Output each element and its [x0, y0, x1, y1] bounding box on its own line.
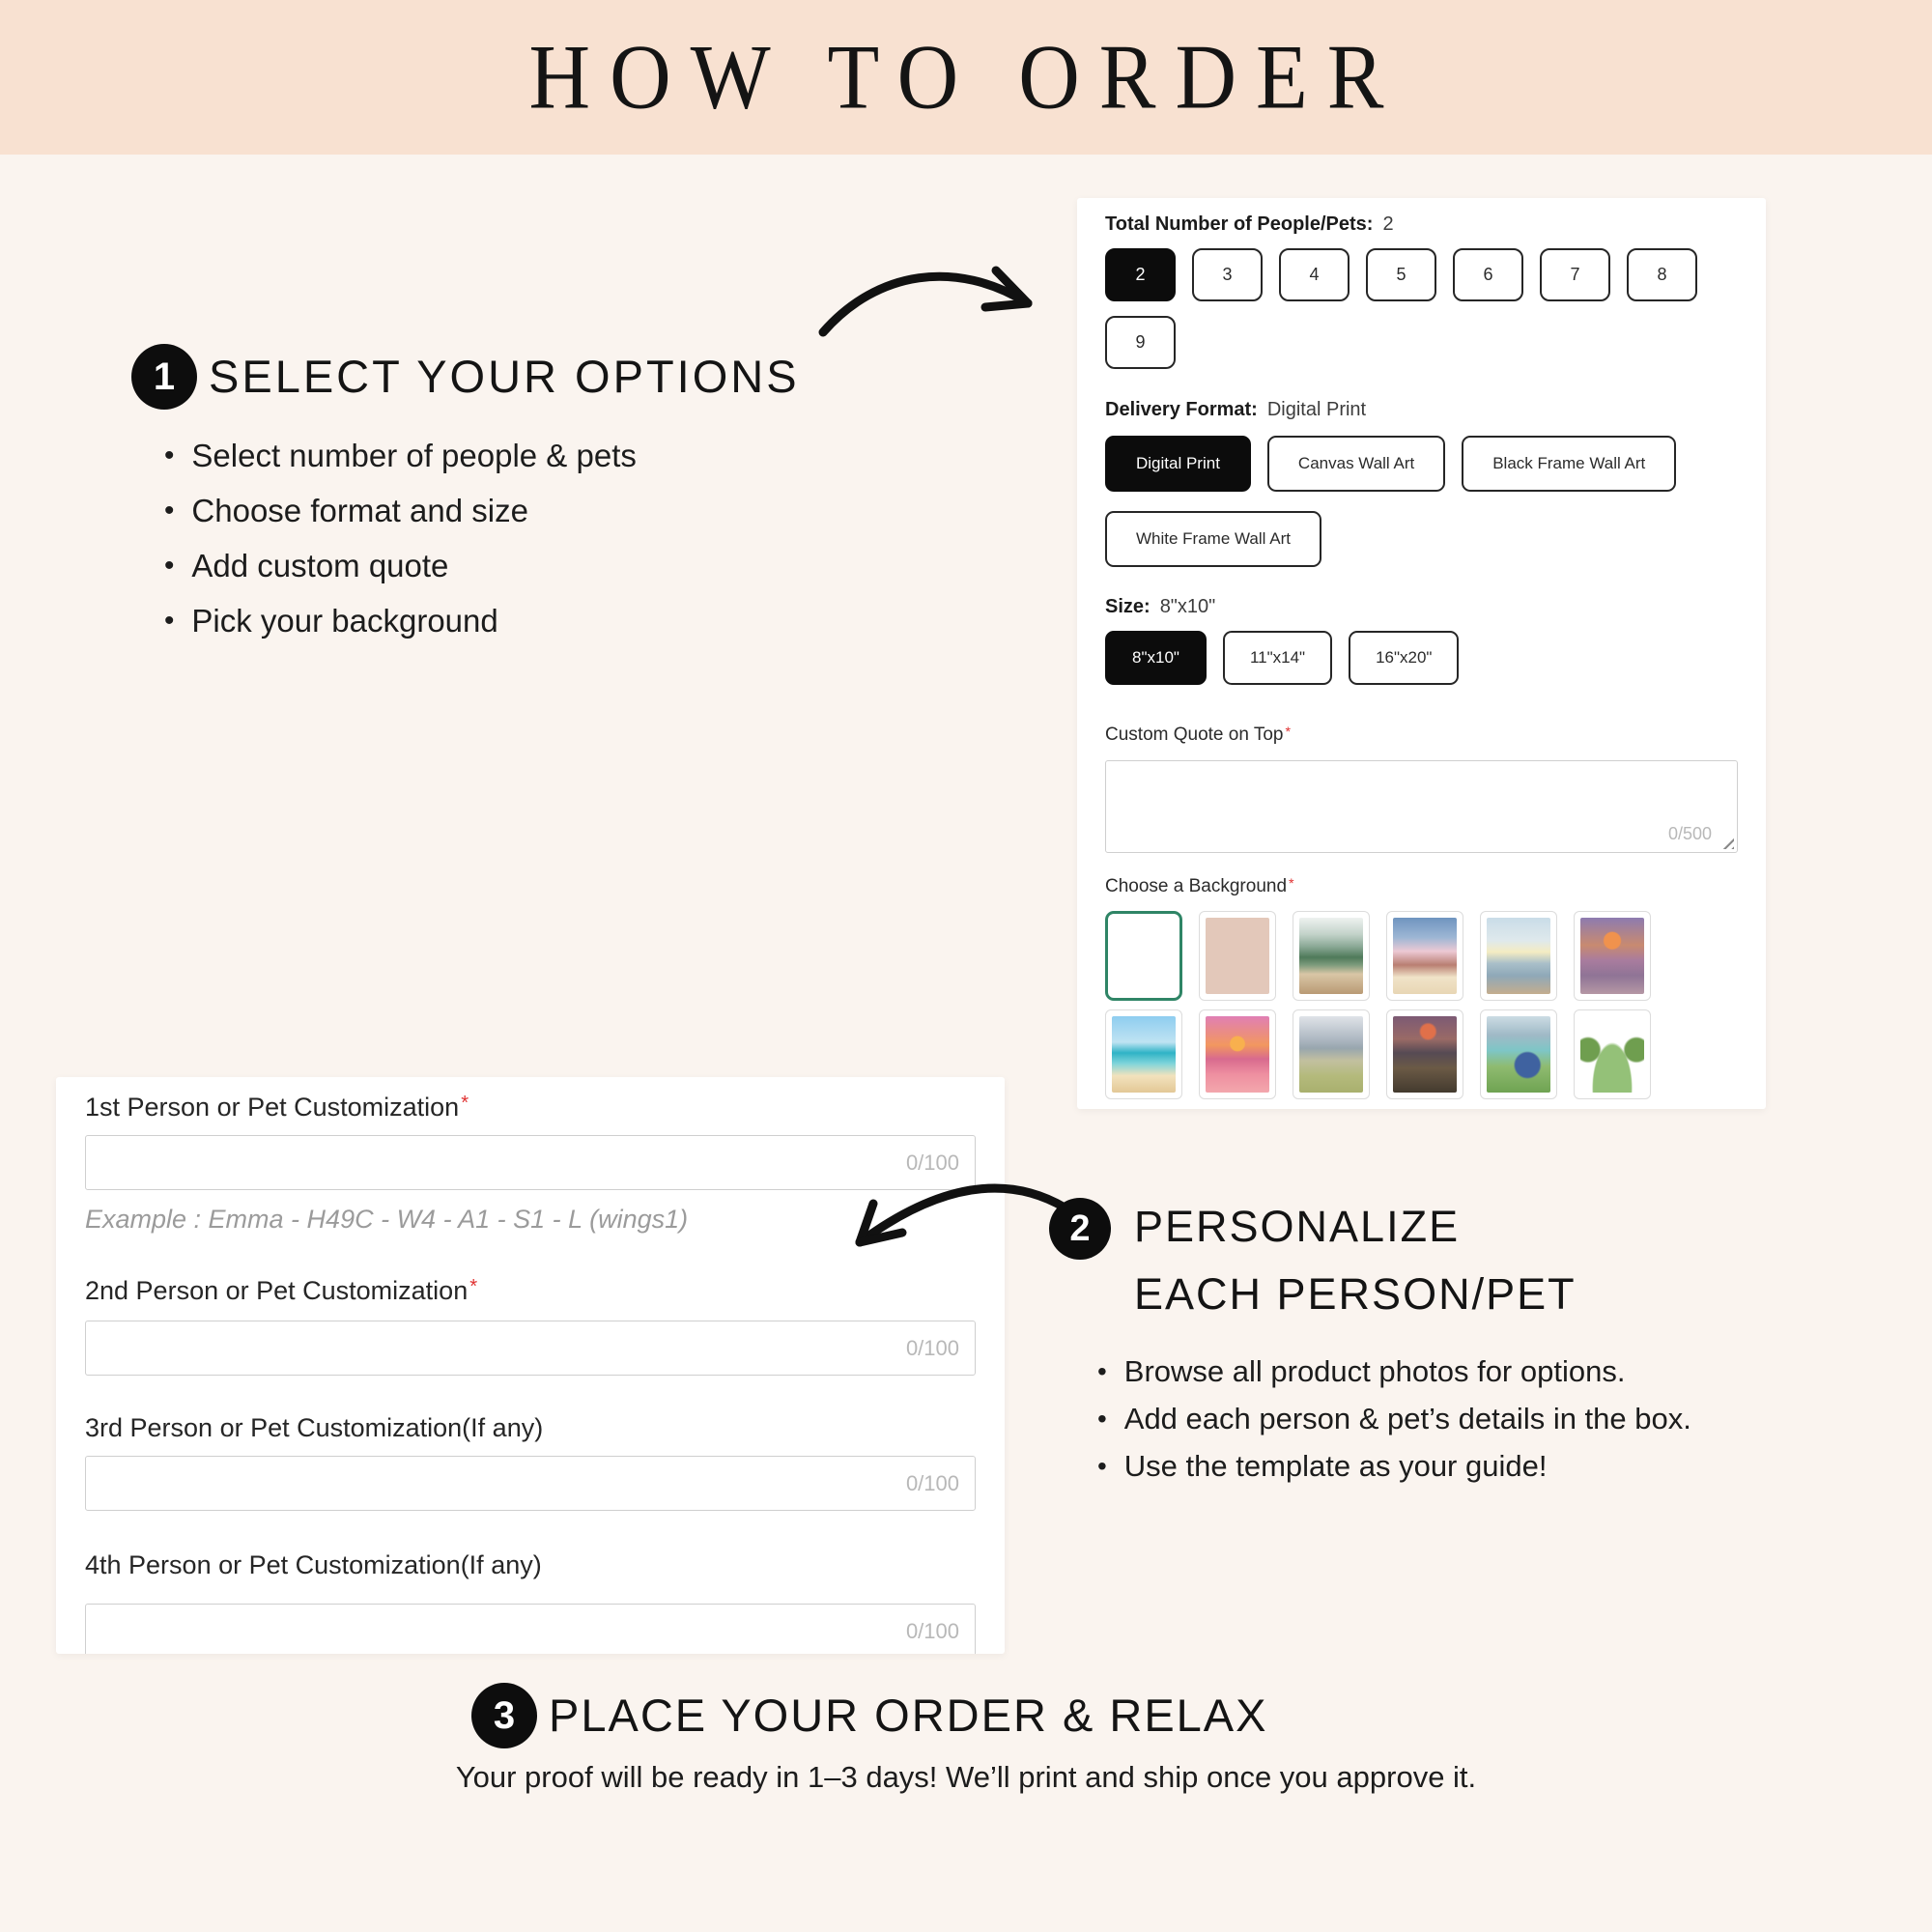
- background-options-row2: [1105, 1009, 1651, 1099]
- background-option-forest-mountain-path[interactable]: [1293, 911, 1370, 1001]
- format-button-black-frame-wall-art[interactable]: Black Frame Wall Art: [1462, 436, 1676, 492]
- size-button-8x10[interactable]: 8"x10": [1105, 631, 1207, 685]
- people-count-label: Total Number of People/Pets: 2: [1105, 213, 1394, 235]
- step1-bullet: • Choose format and size: [164, 490, 637, 532]
- background-art: [1299, 918, 1363, 994]
- background-option-beach-sunset-pink[interactable]: [1199, 1009, 1276, 1099]
- char-counter-2: 0/100: [905, 1335, 959, 1360]
- background-art: [1393, 918, 1457, 994]
- background-option-pink-cliff-canyon[interactable]: [1386, 911, 1463, 1001]
- background-option-lake-dock-morning[interactable]: [1480, 911, 1557, 1001]
- person3-customization-input[interactable]: [98, 1457, 859, 1510]
- background-art: [1580, 918, 1644, 994]
- size-value: 8"x10": [1159, 596, 1216, 617]
- resize-grip-icon[interactable]: [1721, 837, 1734, 849]
- custom-quote-label: Custom Quote on Top *: [1105, 724, 1292, 745]
- people-count-button-5[interactable]: 5: [1366, 248, 1436, 301]
- background-art: [1299, 1016, 1363, 1093]
- background-option-mountain-lake-reflection[interactable]: [1293, 1009, 1370, 1099]
- background-option-dark-sunset-mountains[interactable]: [1386, 1009, 1463, 1099]
- format-button-digital-print[interactable]: Digital Print: [1105, 436, 1251, 492]
- choose-background-label: Choose a Background *: [1105, 876, 1294, 896]
- background-art: [1487, 918, 1550, 994]
- background-art: [1487, 1016, 1550, 1093]
- step1-title: SELECT YOUR OPTIONS: [209, 351, 800, 402]
- header-band: [0, 0, 1932, 155]
- page-title: HOW TO ORDER: [528, 26, 1404, 128]
- background-art: [1206, 918, 1269, 994]
- background-option-blush-solid[interactable]: [1199, 911, 1276, 1001]
- field-label-1: 1st Person or Pet Customization*: [85, 1093, 469, 1122]
- background-option-plain-white[interactable]: [1105, 911, 1182, 1001]
- delivery-format-value: Digital Print: [1266, 399, 1367, 420]
- required-asterisk: *: [469, 1276, 478, 1297]
- field-input-box-3: [85, 1456, 976, 1511]
- background-art: [1112, 1016, 1176, 1093]
- step1-bullet-list: [164, 435, 637, 655]
- delivery-format-options-row1: [1105, 436, 1676, 492]
- delivery-format-label: Delivery Format: Digital Print: [1105, 399, 1367, 420]
- field-label-3: 3rd Person or Pet Customization(If any): [85, 1413, 544, 1442]
- background-options-row1: [1105, 911, 1651, 1001]
- step3-subtitle: Your proof will be ready in 1–3 days! We’ll print and ship once you approve it.: [455, 1760, 1477, 1794]
- delivery-format-options-row2: [1105, 511, 1321, 567]
- background-art: [1206, 1016, 1269, 1093]
- background-option-sunset-dock-purple[interactable]: [1574, 911, 1651, 1001]
- step1-bullet: • Select number of people & pets: [164, 435, 637, 477]
- people-count-button-8[interactable]: 8: [1627, 248, 1697, 301]
- field-input-box-2: [85, 1321, 976, 1376]
- custom-quote-textarea[interactable]: [1114, 765, 1650, 848]
- people-count-options-row1: [1105, 248, 1697, 301]
- format-button-canvas-wall-art[interactable]: Canvas Wall Art: [1267, 436, 1445, 492]
- person4-customization-input[interactable]: [98, 1605, 859, 1654]
- step3-badge: 3: [471, 1683, 537, 1748]
- background-art: [1393, 1016, 1457, 1093]
- char-counter-4: 0/100: [905, 1618, 959, 1643]
- step1-bullet: • Pick your background: [164, 600, 637, 642]
- step1-badge: 1: [131, 344, 197, 410]
- size-options-row: [1105, 631, 1459, 685]
- required-asterisk: *: [1289, 876, 1294, 892]
- background-option-beach-day[interactable]: [1105, 1009, 1182, 1099]
- required-asterisk: *: [461, 1093, 469, 1114]
- background-option-tree-lined-meadow[interactable]: [1574, 1009, 1651, 1099]
- curved-arrow-left-icon: [823, 1179, 1076, 1275]
- people-count-button-4[interactable]: 4: [1279, 248, 1350, 301]
- background-option-lakeside-camping-tent[interactable]: [1480, 1009, 1557, 1099]
- char-counter-3: 0/100: [905, 1470, 959, 1495]
- personalization-form-panel: [56, 1077, 1005, 1654]
- size-button-16x20[interactable]: 16"x20": [1349, 631, 1459, 685]
- people-count-button-6[interactable]: 6: [1453, 248, 1523, 301]
- step2-title-line2: EACH PERSON/PET: [1134, 1269, 1577, 1319]
- product-options-panel: [1077, 198, 1766, 1109]
- step3-title: PLACE YOUR ORDER & RELAX: [549, 1690, 1268, 1741]
- curved-arrow-right-icon: [810, 249, 1056, 355]
- format-button-white-frame-wall-art[interactable]: White Frame Wall Art: [1105, 511, 1321, 567]
- person2-customization-input[interactable]: [98, 1321, 859, 1375]
- customization-example-hint: Example : Emma - H49C - W4 - A1 - S1 - L (wings1): [85, 1205, 689, 1234]
- person1-customization-input[interactable]: [98, 1136, 859, 1189]
- people-count-value: 2: [1382, 213, 1394, 235]
- people-count-button-2[interactable]: 2: [1105, 248, 1176, 301]
- background-art: [1580, 1016, 1644, 1093]
- field-label-4: 4th Person or Pet Customization(If any): [85, 1550, 542, 1579]
- people-count-button-9[interactable]: 9: [1105, 316, 1176, 369]
- step2-bullet: • Add each person & pet’s details in the box.: [1097, 1400, 1691, 1438]
- size-button-11x14[interactable]: 11"x14": [1223, 631, 1332, 685]
- step2-badge: 2: [1049, 1198, 1111, 1260]
- step2-bullet: • Use the template as your guide!: [1097, 1447, 1691, 1486]
- step2-bullet: • Browse all product photos for options.: [1097, 1352, 1691, 1391]
- size-label: Size: 8"x10": [1105, 596, 1216, 617]
- step2-bullet-list: [1097, 1352, 1691, 1494]
- people-count-button-3[interactable]: 3: [1192, 248, 1263, 301]
- quote-char-counter: 0/500: [1667, 824, 1712, 843]
- required-asterisk: *: [1285, 724, 1292, 740]
- people-count-button-7[interactable]: 7: [1540, 248, 1610, 301]
- people-count-options-row2: [1105, 316, 1176, 369]
- field-label-2: 2nd Person or Pet Customization*: [85, 1276, 478, 1305]
- step1-bullet: • Add custom quote: [164, 545, 637, 587]
- field-input-box-4: [85, 1604, 976, 1654]
- custom-quote-box: [1105, 760, 1738, 853]
- char-counter-1: 0/100: [905, 1150, 959, 1175]
- step2-title-line1: PERSONALIZE: [1134, 1202, 1461, 1251]
